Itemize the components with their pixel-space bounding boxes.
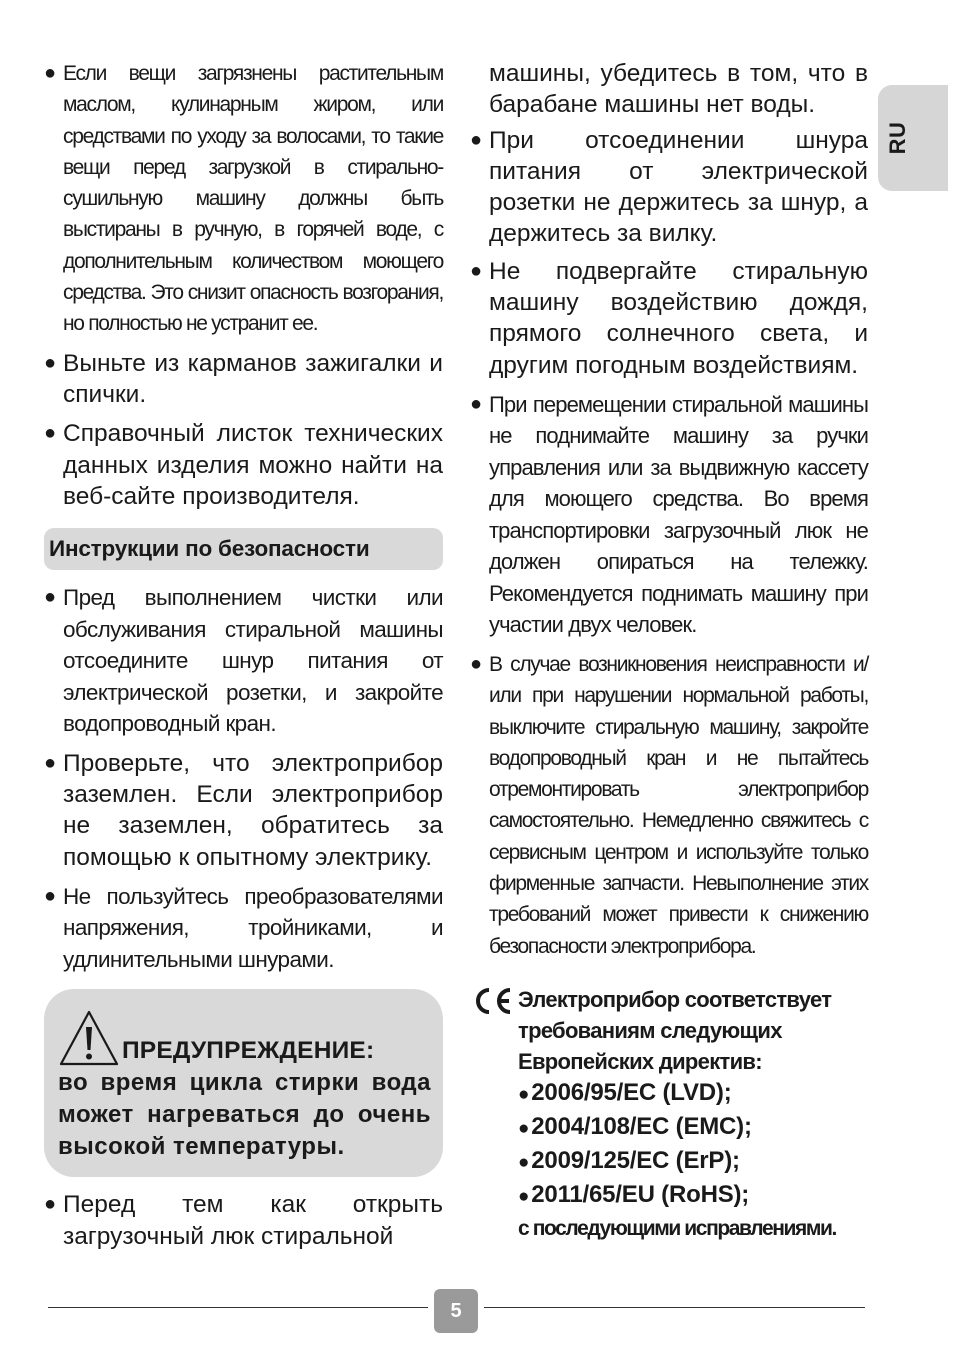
list-item-text: Не подвергайте стиральную машину воздействию дождя, прямого солнечного света, и другим погодным воздействиям. xyxy=(489,257,868,379)
list-item-text: Если вещи загрязнены растительным маслом, кулинарным жиром, или средствами по уходу за волосами, то такие вещи перед загрузкой в стирально-сушильную машину должны быть выстираны в ручную, в горячей воде, с дополнительным количеством моющего средства. Это снизит опасность возгорания, но полностью не устранит ее. xyxy=(63,62,443,336)
ce-closing: с последующими исправлениями. xyxy=(518,1216,836,1240)
list-item xyxy=(470,389,868,641)
section-title: Инструкции по безопасности xyxy=(44,528,443,570)
list-item-text: Справочный листок технических данных изделия можно найти на веб-сайте производителя. xyxy=(63,420,443,510)
bullet-icon: ● xyxy=(518,1151,530,1173)
list-item-text: Проверьте, что электроприбор заземлен. Если электроприбор не заземлен, обратитесь за помощью к опытному электрику. xyxy=(63,749,443,871)
bullet-icon: ● xyxy=(518,1083,530,1105)
page-number: 5 xyxy=(434,1289,478,1333)
bullet-icon: ● xyxy=(44,351,57,374)
list-item xyxy=(44,1189,443,1252)
directive-item xyxy=(518,1111,868,1145)
directive-text: 2004/108/EC (EMC); xyxy=(531,1112,752,1140)
warning-triangle-icon xyxy=(58,1009,120,1067)
list-item xyxy=(44,418,443,512)
ce-mark-icon xyxy=(470,986,514,1016)
bullet-icon: ● xyxy=(518,1117,530,1139)
ce-compliance xyxy=(470,984,868,1245)
list-item xyxy=(44,881,443,976)
list-item-text: Выньте из карманов зажигалки и спички. xyxy=(63,349,443,408)
list-item xyxy=(44,58,443,340)
list-item xyxy=(470,256,868,381)
list-item-text: При отсоединении шнура питания от электрической розетки не держитесь за шнур, а держитесь за вилку. xyxy=(489,126,868,248)
list-item-text: Перед тем как открыть загрузочный люк стиральной xyxy=(63,1191,443,1250)
warning-text: во время цикла стирки вода может нагреваться до очень высокой температуры. xyxy=(58,1069,431,1161)
warning-header xyxy=(58,997,431,1067)
directive-item xyxy=(518,1179,868,1213)
list-item-text: В случае возникновения неисправности и/или при нарушении нормальной работы, выключите стиральную машину, закройте водопроводный кран и не пытайтесь отремонтировать электроприбор самостоятельно. Немедленно свяжитесь с сервисным центром и используйте только фирменные запчасти. Невыполнение этих требований может привести к снижению безопасности электроприбора. xyxy=(489,652,868,958)
ce-statement: Электроприбор соответствует требованиям следующих Европейских директив: xyxy=(518,986,832,1074)
warning-box xyxy=(44,989,443,1177)
list-item xyxy=(470,649,868,962)
bullet-icon: ● xyxy=(470,259,483,282)
list-item xyxy=(44,348,443,411)
list-item xyxy=(470,125,868,250)
directive-text: 2009/125/EC (ErP); xyxy=(531,1146,740,1174)
bullet-icon: ● xyxy=(470,392,482,415)
directive-item xyxy=(518,1145,868,1179)
bullet-icon: ● xyxy=(44,884,56,907)
bullet-icon: ● xyxy=(44,586,56,609)
bullet-icon: ● xyxy=(44,422,57,445)
right-column xyxy=(470,58,868,1245)
bullet-icon: ● xyxy=(44,751,57,774)
continued-text: машины, убедитесь в том, что в барабане машины нет воды. xyxy=(489,60,868,119)
list-item xyxy=(44,582,443,740)
warning-title: ПРЕДУПРЕЖДЕНИЕ: xyxy=(122,1037,375,1065)
bullet-icon: ● xyxy=(470,652,481,675)
directive-text: 2011/65/EU (RoHS); xyxy=(531,1180,750,1208)
language-tab-label: RU xyxy=(885,121,910,155)
language-tab xyxy=(878,85,948,191)
bullet-icon: ● xyxy=(44,62,55,84)
list-item-text: При перемещении стиральной машины не поднимайте машину за ручки управления или за выдвижную кассету для моющего средства. Во время транспортировки загрузочный люк не должен опираться на тележку. Рекомендуется поднимать машину при участии двух человек. xyxy=(489,391,868,638)
bullet-icon: ● xyxy=(518,1185,530,1207)
footer-rule-right xyxy=(484,1307,865,1308)
list-item-text: Пред выполнением чистки или обслуживания стиральной машины отсоедините шнур питания от электрической розетки, и закройте водопроводный кран. xyxy=(63,585,443,737)
directive-text: 2006/95/EC (LVD); xyxy=(531,1078,732,1106)
list-item xyxy=(44,748,443,873)
footer-rule-left xyxy=(48,1307,428,1308)
bullet-icon: ● xyxy=(44,1193,57,1216)
bullet-icon: ● xyxy=(470,128,483,151)
list-item-text: Не пользуйтесь преобразователями напряжения, тройниками, и удлинительными шнурами. xyxy=(63,883,443,972)
directive-item xyxy=(518,1077,868,1111)
left-column xyxy=(44,58,443,1252)
